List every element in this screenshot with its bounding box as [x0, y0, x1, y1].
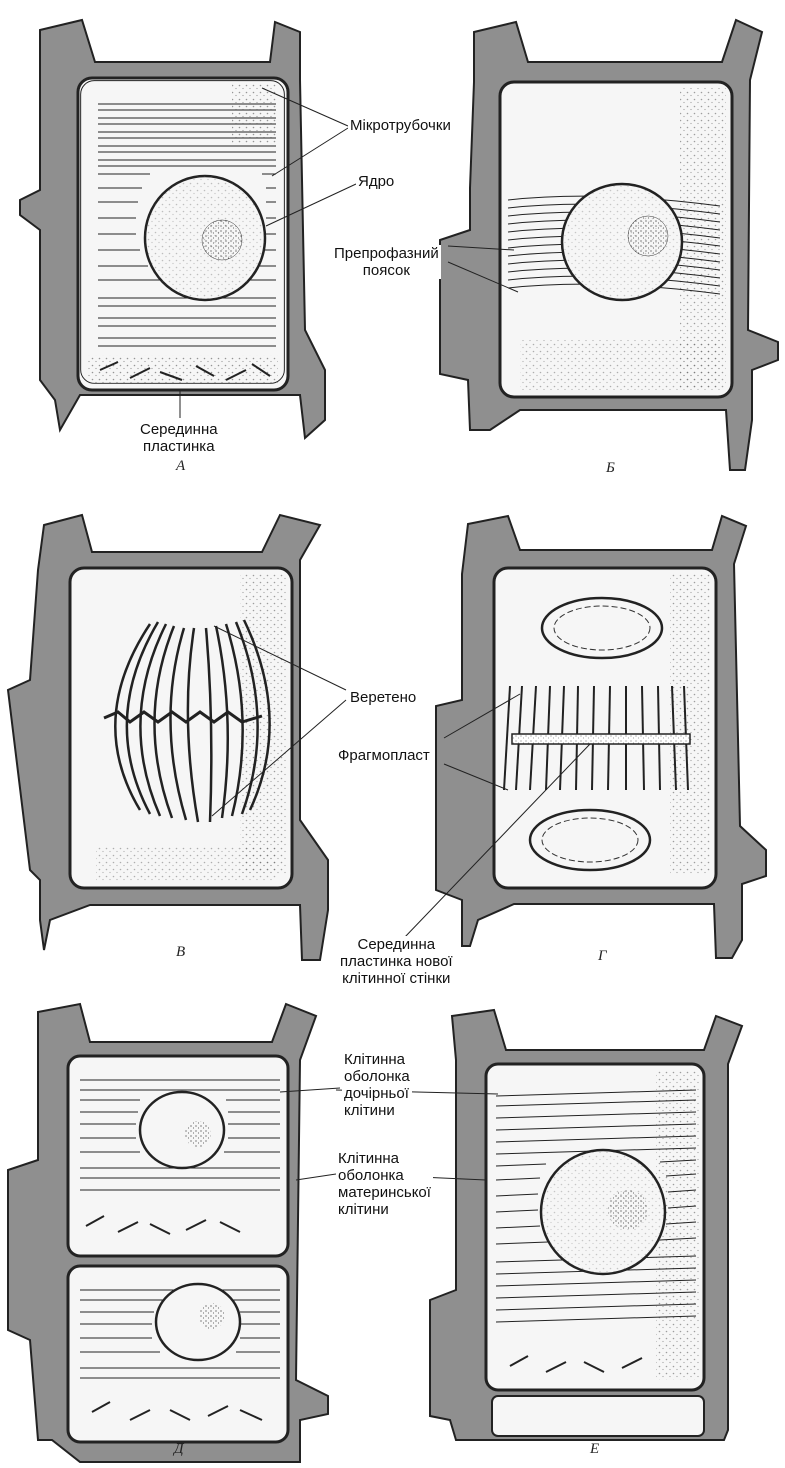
panel-letter-b: Б [606, 460, 615, 476]
label-middle-lamella: Серединна пластинка [140, 421, 218, 455]
label-new-wall-plate: Серединна пластинка нової клітинної стінки [340, 936, 453, 987]
cell-plate-g [512, 734, 690, 744]
nucleolus-a [202, 220, 242, 260]
label-phragmoplast: Фрагмопласт [338, 747, 430, 764]
nucleus-bottom-d [156, 1284, 240, 1360]
label-spindle: Веретено [350, 689, 417, 706]
panel-b [440, 20, 778, 470]
panel-letter-g: Г [598, 948, 607, 964]
daughter-nucleus-bottom-g [530, 810, 650, 870]
label-preprophase-band: Препрофазний поясок [334, 245, 439, 279]
panel-a [20, 20, 356, 438]
panel-letter-e: Е [590, 1441, 600, 1457]
panel-letter-d: Д [174, 1441, 184, 1457]
panel-g [404, 516, 766, 958]
panel-d [8, 1004, 340, 1462]
lower-cell-e [492, 1396, 704, 1436]
panel-v [8, 515, 346, 960]
daughter-nucleus-top-g [542, 598, 662, 658]
nucleolus-b [628, 216, 668, 256]
label-daughter-membrane: Клітинна оболонка дочірньої клітини [344, 1051, 410, 1119]
panel-letter-a: А [176, 458, 186, 474]
label-nucleus: Ядро [358, 173, 395, 190]
nucleolus-e [608, 1190, 648, 1230]
label-microtubules: Мікротрубочки [350, 117, 451, 134]
panel-letter-v: В [176, 944, 186, 960]
nucleus-top-d [140, 1092, 224, 1168]
label-mother-membrane: Клітинна оболонка материнської клітини [338, 1150, 431, 1218]
